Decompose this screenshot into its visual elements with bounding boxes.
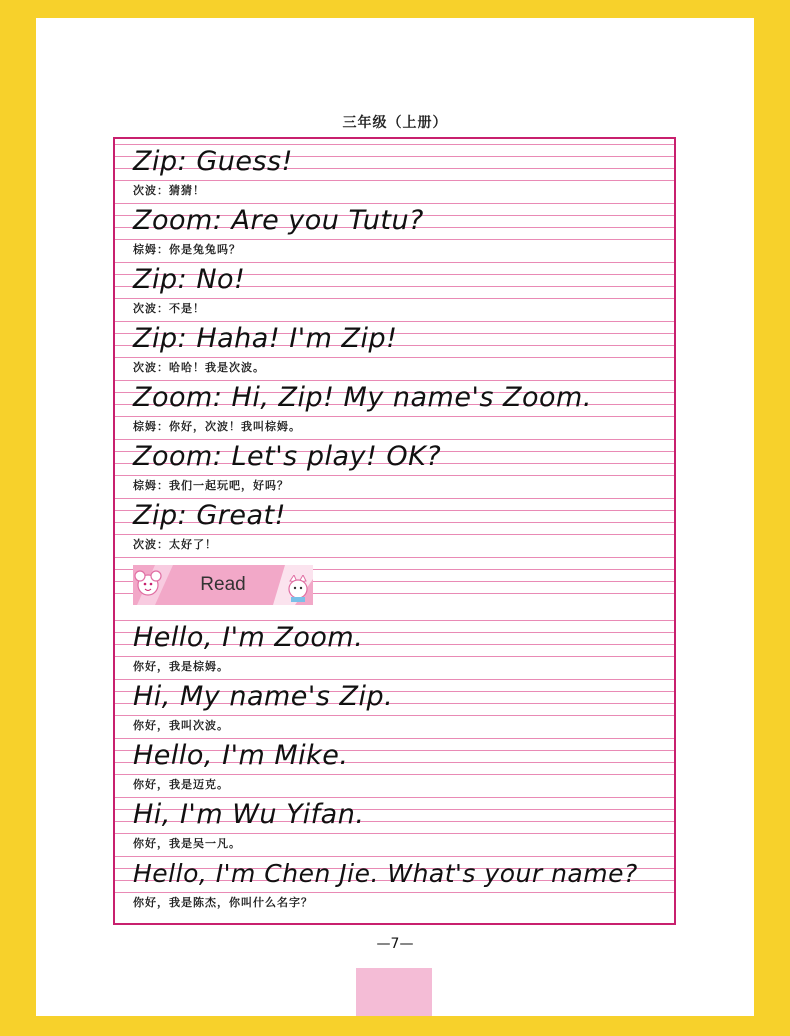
english-line: Zoom: Are you Tutu? xyxy=(133,205,424,236)
chinese-translation: 棕姆：你是兔兔吗？ xyxy=(133,243,241,256)
page-number: —7— xyxy=(376,936,414,952)
grade-title: 三年级（上册） xyxy=(342,115,448,131)
english-line: Hello, I'm Chen Jie. What's your name? xyxy=(133,859,638,888)
chinese-translation: 次波：太好了！ xyxy=(133,538,217,551)
english-line: Zoom: Let's play! OK? xyxy=(133,441,442,472)
english-line: Hi, My name's Zip. xyxy=(133,681,394,712)
chinese-translation: 你好，我叫次波。 xyxy=(133,719,229,732)
handwriting-sheet xyxy=(113,137,676,925)
chinese-translation: 你好，我是棕姆。 xyxy=(133,660,229,673)
cartoon-cat-icon xyxy=(285,575,311,603)
chinese-translation: 次波：不是！ xyxy=(133,302,205,315)
english-line: Zip: Great! xyxy=(133,500,286,531)
read-section-banner xyxy=(133,565,313,605)
chinese-translation: 次波：哈哈！我是次波。 xyxy=(133,361,265,374)
english-line: Hi, I'm Wu Yifan. xyxy=(133,799,365,830)
english-line: Zip: Haha! I'm Zip! xyxy=(133,323,398,354)
english-line: Zoom: Hi, Zip! My name's Zoom. xyxy=(133,382,592,413)
chinese-translation: 次波：猜猜！ xyxy=(133,184,205,197)
english-line: Hello, I'm Mike. xyxy=(133,740,349,771)
cartoon-mouse-icon xyxy=(133,567,163,601)
chinese-translation: 你好，我是迈克。 xyxy=(133,778,229,791)
chinese-translation: 你好，我是吴一凡。 xyxy=(133,837,241,850)
page-tab xyxy=(356,968,432,1016)
english-line: Hello, I'm Zoom. xyxy=(133,622,364,653)
chinese-translation: 棕姆：我们一起玩吧，好吗？ xyxy=(133,479,289,492)
english-line: Zip: No! xyxy=(133,264,246,295)
read-label: Read xyxy=(200,574,246,595)
chinese-translation: 棕姆：你好，次波！我叫棕姆。 xyxy=(133,420,301,433)
english-line: Zip: Guess! xyxy=(133,146,293,177)
chinese-translation: 你好，我是陈杰，你叫什么名字？ xyxy=(133,896,313,909)
